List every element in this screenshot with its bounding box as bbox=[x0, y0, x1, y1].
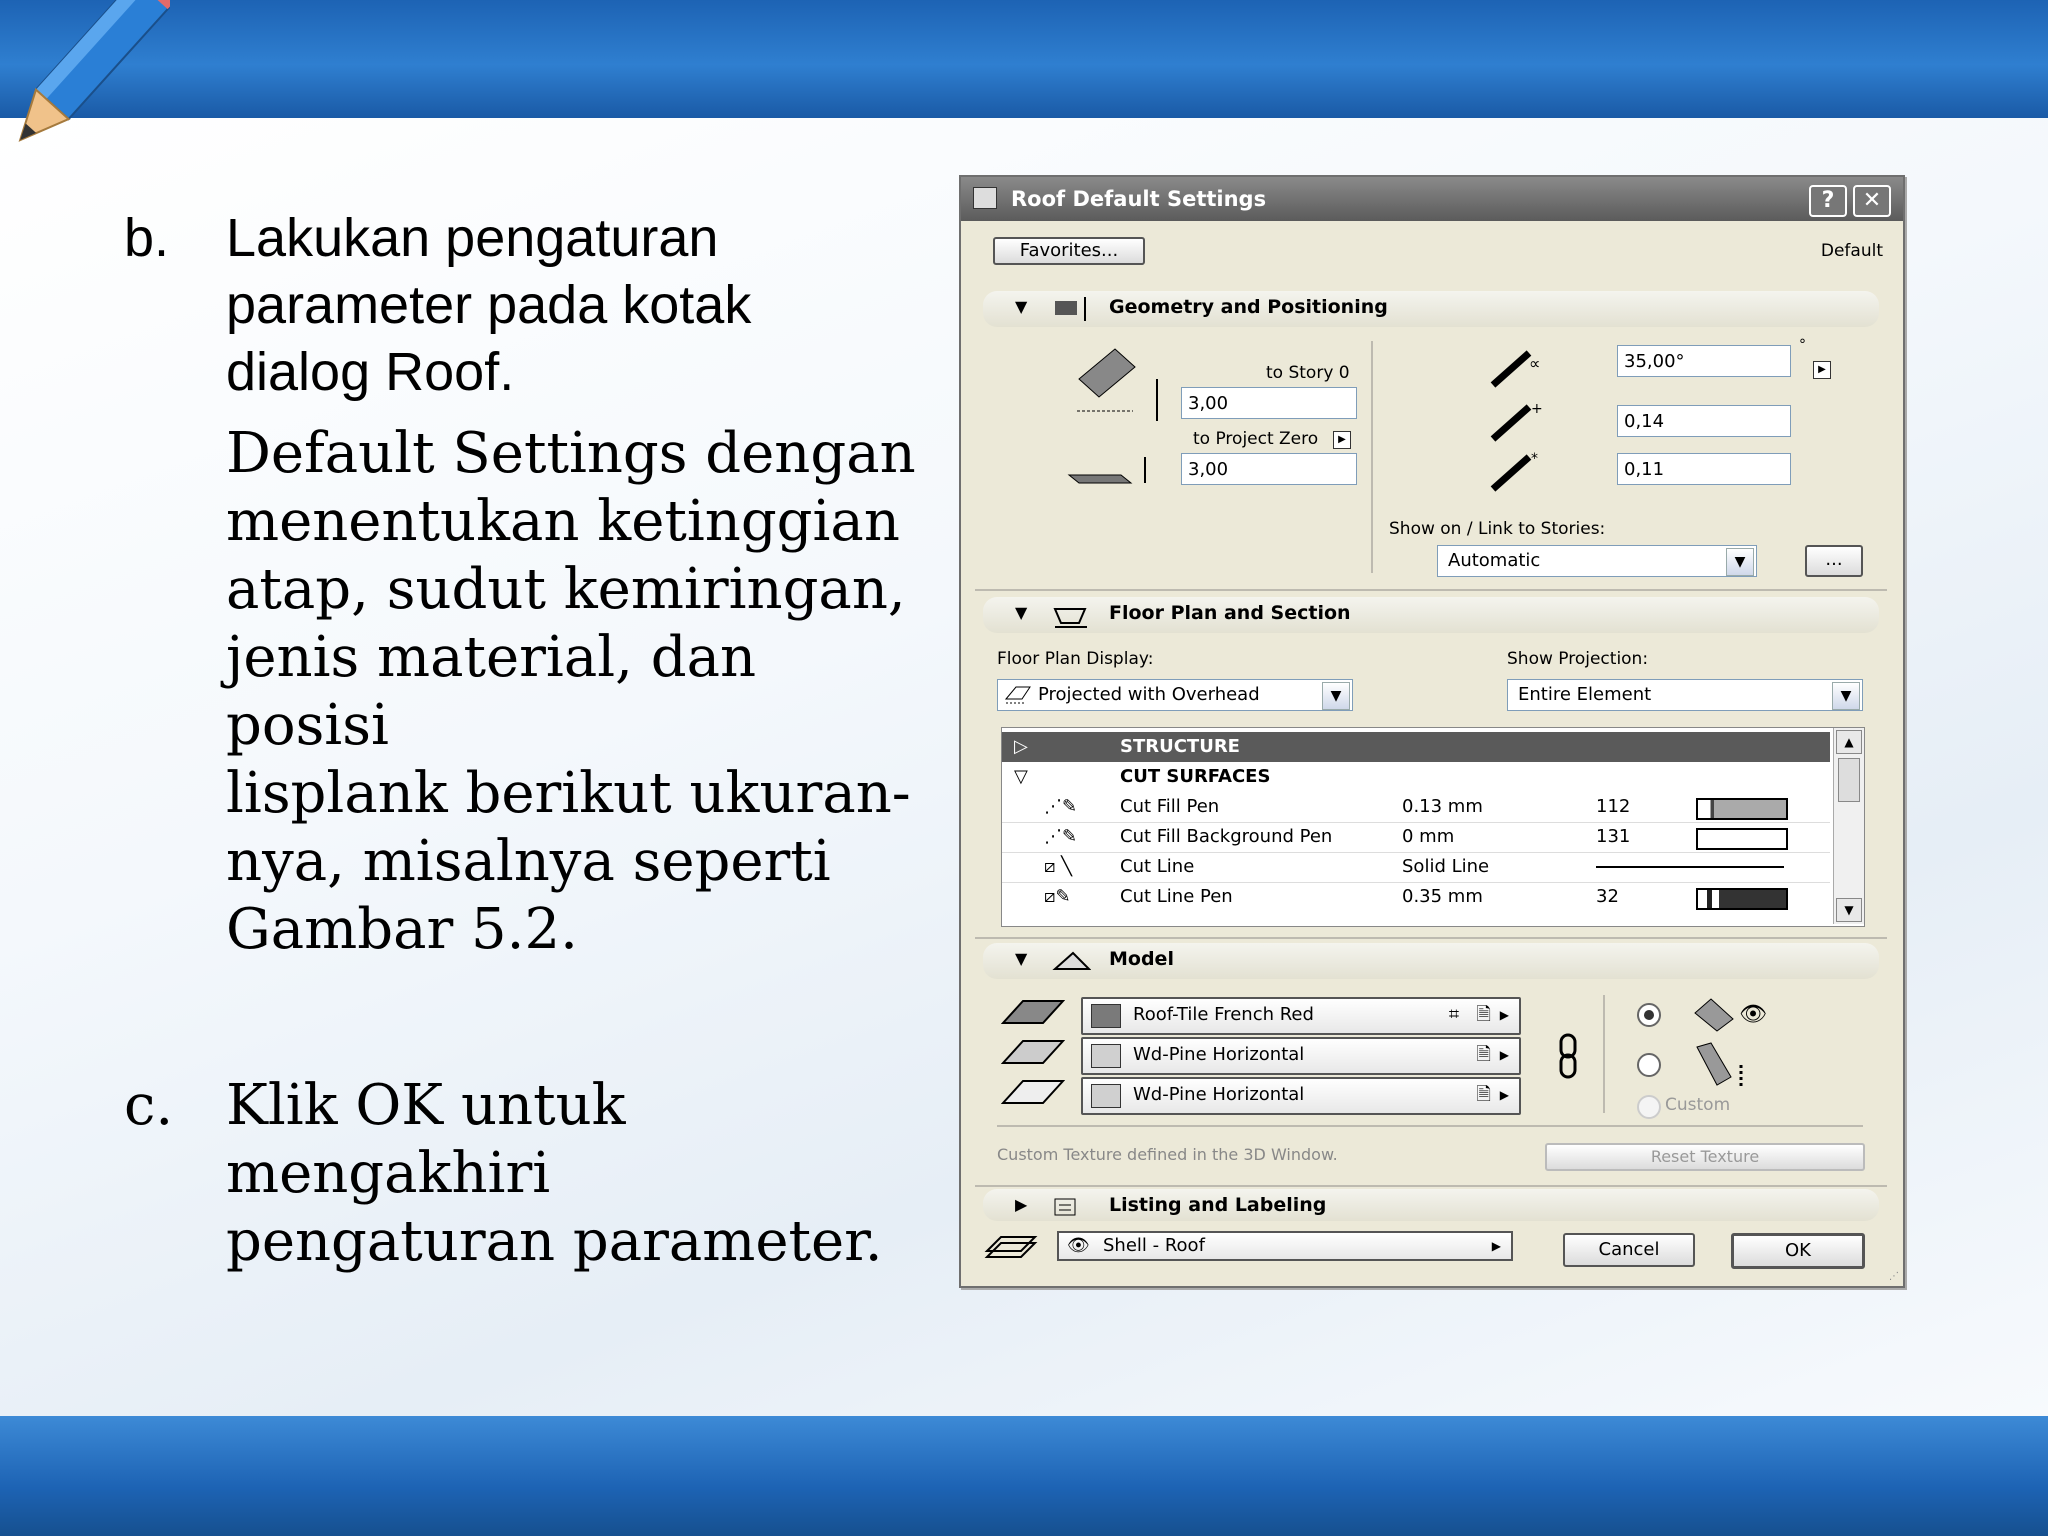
custom-label: Custom bbox=[1665, 1095, 1731, 1115]
pencil-icon bbox=[0, 0, 170, 165]
listing-section-header[interactable] bbox=[983, 1189, 1879, 1221]
row-name: Cut Line bbox=[1120, 856, 1195, 877]
collapse-arrow-icon[interactable]: ▽ bbox=[1014, 766, 1028, 787]
listing-icon bbox=[1051, 1193, 1091, 1221]
arrow-right-icon[interactable]: ▶ bbox=[1499, 1008, 1509, 1022]
row-value: 0 mm bbox=[1402, 826, 1455, 847]
document-icon: 🗎 bbox=[1476, 1004, 1491, 1025]
pitch-angle-icon bbox=[1489, 345, 1549, 389]
row-name: Cut Fill Background Pen bbox=[1120, 826, 1333, 847]
material-name: Roof-Tile French Red bbox=[1133, 1004, 1314, 1025]
eye-icon[interactable]: 👁 bbox=[1067, 1235, 1090, 1256]
floor-plan-icon bbox=[1051, 601, 1091, 629]
to-project-zero-label: to Project Zero bbox=[1193, 429, 1319, 449]
close-button[interactable]: ✕ bbox=[1853, 185, 1891, 217]
show-projection-value: Entire Element bbox=[1518, 684, 1652, 705]
roof-default-settings-dialog bbox=[959, 175, 1905, 1288]
layer-select[interactable] bbox=[1057, 1231, 1513, 1261]
layer-value: Shell - Roof bbox=[1103, 1235, 1205, 1256]
material-swatch bbox=[1091, 1084, 1121, 1108]
help-button[interactable]: ? bbox=[1809, 185, 1847, 217]
pen-swatch[interactable] bbox=[1696, 828, 1788, 850]
floor-plan-display-select[interactable] bbox=[997, 679, 1353, 711]
geometry-divider bbox=[1371, 341, 1373, 573]
geometry-section-title: Geometry and Positioning bbox=[1109, 296, 1388, 318]
slide-text bbox=[120, 205, 920, 1276]
edge-material-select[interactable] bbox=[1081, 1037, 1521, 1075]
floor-plan-section-title: Floor Plan and Section bbox=[1109, 602, 1351, 624]
projected-overhead-icon bbox=[1004, 685, 1032, 705]
roof-height-icon bbox=[1075, 345, 1165, 423]
step-b-detail-line: menentukan ketinggian bbox=[226, 489, 900, 554]
roof-thickness-input[interactable]: 0,14 bbox=[1617, 405, 1791, 437]
step-c-line: Klik OK untuk mengakhiri bbox=[226, 1073, 626, 1206]
model-inner-divider bbox=[997, 1125, 1863, 1127]
top-material-select[interactable] bbox=[1081, 997, 1521, 1035]
to-story-input[interactable]: 3,00 bbox=[1181, 387, 1357, 419]
surface-view-icon bbox=[1691, 995, 1771, 1033]
arrow-right-icon[interactable]: ▶ bbox=[1499, 1088, 1509, 1102]
show-on-stories-select[interactable] bbox=[1437, 545, 1757, 577]
chevron-down-icon[interactable]: ▼ bbox=[1726, 548, 1754, 576]
collapse-arrow-icon[interactable]: ▼ bbox=[1015, 297, 1028, 316]
arrow-right-icon[interactable]: ▶ bbox=[1499, 1048, 1509, 1062]
step-b-detail-line: Default Settings dengan bbox=[226, 421, 916, 486]
step-c-line: pengaturan parameter. bbox=[226, 1209, 883, 1274]
expand-arrow-icon[interactable]: ▷ bbox=[1014, 736, 1028, 757]
scroll-down-icon[interactable]: ▼ bbox=[1836, 898, 1862, 922]
step-b bbox=[120, 205, 920, 406]
table-scrollbar[interactable] bbox=[1833, 728, 1864, 924]
model-divider bbox=[1603, 995, 1605, 1113]
scroll-up-icon[interactable]: ▲ bbox=[1836, 730, 1862, 754]
step-b-line: dialog Roof. bbox=[226, 342, 515, 402]
dialog-title: Roof Default Settings bbox=[1011, 187, 1267, 211]
reset-texture-button[interactable]: Reset Texture bbox=[1545, 1143, 1865, 1171]
collapse-arrow-icon[interactable]: ▼ bbox=[1015, 949, 1028, 968]
project-zero-icon bbox=[1065, 453, 1155, 487]
line-pen-icon: ⧄✎ bbox=[1044, 886, 1071, 907]
section-divider bbox=[975, 1185, 1887, 1187]
table-row-cut-surfaces[interactable] bbox=[1002, 762, 1830, 792]
to-story-label: to Story 0 bbox=[1266, 363, 1350, 383]
floor-plan-section-header[interactable] bbox=[983, 597, 1879, 633]
layer-icon bbox=[983, 1231, 1039, 1261]
geometry-section-header[interactable] bbox=[983, 291, 1879, 327]
step-b-detail bbox=[120, 420, 920, 964]
section-divider bbox=[975, 589, 1887, 591]
row-number: 32 bbox=[1596, 886, 1619, 907]
edge-offset-icon bbox=[1489, 449, 1549, 493]
svg-text:∝: ∝ bbox=[1529, 354, 1541, 373]
table-row[interactable] bbox=[1002, 852, 1830, 883]
surface-project-icon bbox=[1691, 1041, 1755, 1091]
step-c bbox=[120, 1072, 920, 1276]
row-value: Solid Line bbox=[1402, 856, 1490, 877]
step-c-label: c. bbox=[124, 1073, 174, 1138]
texture-icon: ⌗ bbox=[1448, 1004, 1459, 1025]
scroll-thumb[interactable] bbox=[1838, 758, 1860, 802]
table-row[interactable] bbox=[1002, 792, 1830, 823]
roof-thickness-icon bbox=[1489, 399, 1549, 443]
step-b-detail-line: atap, sudut kemiringan, bbox=[226, 557, 906, 622]
cancel-button[interactable]: Cancel bbox=[1563, 1233, 1695, 1267]
custom-texture-note: Custom Texture defined in the 3D Window. bbox=[997, 1145, 1338, 1164]
story-options-button[interactable]: ... bbox=[1805, 545, 1863, 577]
table-row-structure[interactable] bbox=[1002, 732, 1830, 762]
default-label: Default bbox=[1820, 241, 1883, 261]
radio-option-1[interactable] bbox=[1637, 1003, 1661, 1027]
row-value: 0.13 mm bbox=[1402, 796, 1483, 817]
collapse-arrow-icon[interactable]: ▼ bbox=[1015, 603, 1028, 622]
resize-grip-icon[interactable]: ⋰ bbox=[1889, 1271, 1899, 1282]
link-chain-icon[interactable] bbox=[1555, 1033, 1581, 1079]
table-row[interactable] bbox=[1002, 822, 1830, 853]
step-b-line: Lakukan pengaturan bbox=[226, 208, 719, 268]
row-number: 112 bbox=[1596, 796, 1631, 817]
bottom-surface-icon bbox=[1001, 1077, 1065, 1107]
step-b-label: b. bbox=[124, 208, 170, 268]
row-name: Cut Line Pen bbox=[1120, 886, 1233, 907]
material-swatch bbox=[1091, 1004, 1121, 1028]
top-banner bbox=[0, 0, 2048, 118]
model-section-header[interactable] bbox=[983, 943, 1879, 979]
show-on-stories-label: Show on / Link to Stories: bbox=[1389, 519, 1606, 539]
fill-pen-icon: ⋰✎ bbox=[1044, 796, 1078, 817]
document-icon: 🗎 bbox=[1476, 1084, 1491, 1105]
section-divider bbox=[975, 937, 1887, 939]
ok-button[interactable]: OK bbox=[1731, 1233, 1865, 1269]
document-icon: 🗎 bbox=[1476, 1044, 1491, 1065]
show-on-stories-value: Automatic bbox=[1448, 550, 1541, 571]
top-surface-icon bbox=[1001, 997, 1065, 1027]
svg-text:*: * bbox=[1531, 451, 1538, 467]
dialog-titlebar bbox=[961, 177, 1903, 221]
radio-option-2[interactable] bbox=[1637, 1053, 1661, 1077]
edge-surface-icon bbox=[1001, 1037, 1065, 1067]
window-icon bbox=[973, 187, 997, 209]
to-project-zero-input[interactable]: 3,00 bbox=[1181, 453, 1357, 485]
step-b-detail-line: lisplank berikut ukuran- bbox=[226, 761, 911, 826]
pen-settings-table bbox=[1001, 727, 1865, 927]
step-b-detail-line: nya, misalnya seperti bbox=[226, 829, 831, 894]
svg-text:+: + bbox=[1531, 401, 1543, 417]
row-name: CUT SURFACES bbox=[1120, 766, 1271, 787]
svg-text:👁: 👁 bbox=[1739, 1002, 1767, 1027]
project-zero-toggle[interactable]: ▶ bbox=[1333, 431, 1351, 449]
pen-swatch[interactable] bbox=[1696, 798, 1788, 820]
step-b-detail-line: jenis material, dan posisi bbox=[226, 625, 757, 758]
table-row[interactable] bbox=[1002, 882, 1830, 912]
angle-unit-toggle[interactable]: ▶ bbox=[1813, 361, 1831, 379]
model-section-title: Model bbox=[1109, 948, 1174, 970]
pen-swatch[interactable] bbox=[1696, 888, 1788, 910]
cut-line-icon: ⧄ ╲ bbox=[1044, 856, 1073, 877]
row-name: Cut Fill Pen bbox=[1120, 796, 1220, 817]
step-b-line: parameter pada kotak bbox=[226, 275, 752, 335]
material-swatch bbox=[1091, 1044, 1121, 1068]
favorites-button[interactable]: Favorites... bbox=[993, 237, 1145, 265]
expand-arrow-icon[interactable]: ▶ bbox=[1015, 1195, 1028, 1214]
model-icon bbox=[1051, 947, 1091, 975]
degree-symbol: ° bbox=[1799, 337, 1806, 353]
arrow-right-icon[interactable]: ▶ bbox=[1491, 1239, 1501, 1253]
line-type-preview bbox=[1596, 866, 1784, 868]
chevron-down-icon[interactable]: ▼ bbox=[1832, 682, 1860, 710]
floor-plan-display-label: Floor Plan Display: bbox=[997, 649, 1154, 669]
radio-custom[interactable] bbox=[1637, 1095, 1661, 1119]
edge-offset-input[interactable]: 0,11 bbox=[1617, 453, 1791, 485]
listing-section-title: Listing and Labeling bbox=[1109, 1194, 1327, 1216]
bottom-banner bbox=[0, 1416, 2048, 1536]
material-name: Wd-Pine Horizontal bbox=[1133, 1044, 1305, 1065]
bottom-material-select[interactable] bbox=[1081, 1077, 1521, 1115]
floor-plan-display-value: Projected with Overhead bbox=[1038, 684, 1260, 705]
pitch-angle-input[interactable]: 35,00° bbox=[1617, 345, 1791, 377]
background-pen-icon: ⋰✎ bbox=[1044, 826, 1078, 847]
row-value: 0.35 mm bbox=[1402, 886, 1483, 907]
geometry-icon bbox=[1051, 295, 1091, 323]
step-b-detail-line: Gambar 5.2. bbox=[226, 897, 578, 962]
show-projection-select[interactable] bbox=[1507, 679, 1863, 711]
row-number: 131 bbox=[1596, 826, 1631, 847]
material-name: Wd-Pine Horizontal bbox=[1133, 1084, 1305, 1105]
show-projection-label: Show Projection: bbox=[1507, 649, 1649, 669]
chevron-down-icon[interactable]: ▼ bbox=[1322, 682, 1350, 710]
row-name: STRUCTURE bbox=[1120, 736, 1240, 757]
